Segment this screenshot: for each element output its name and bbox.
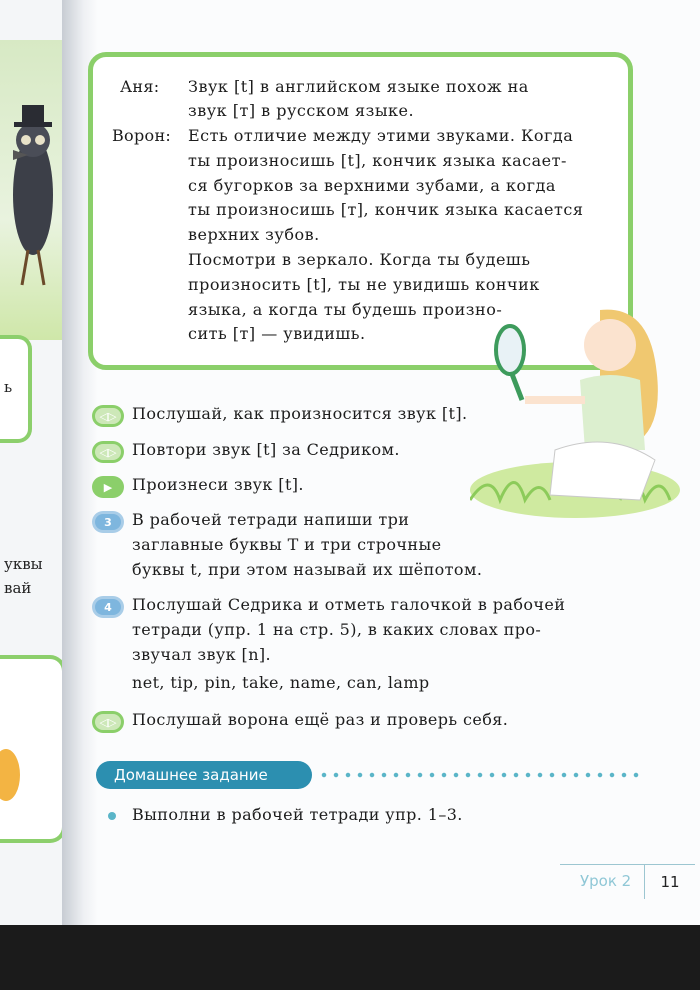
homework-item: Выполни в рабочей тетради упр. 1–3. (132, 805, 463, 824)
homework-heading: Домашнее задание (96, 761, 312, 789)
previous-page-text: ь (4, 378, 13, 396)
dialog-line: ся бугорков за верхними зубами, а когда (188, 176, 556, 195)
crow-illustration (8, 100, 58, 290)
audio-icon[interactable]: ◁▷ (92, 441, 124, 463)
word-list: net, tip, pin, take, name, can, lamp (132, 673, 430, 692)
lesson-label: Урок 2 (580, 872, 632, 890)
audio-icon[interactable]: ◁▷ (92, 711, 124, 733)
previous-page-text: вай (4, 579, 32, 597)
task-text: В рабочей тетради напиши три (132, 510, 410, 529)
task-text: звучал звук [n]. (132, 645, 272, 664)
dialog-line: звук [т] в русском языке. (188, 101, 415, 120)
dialog-line: ты произносишь [t], кончик языка касает- (188, 151, 567, 170)
dotted-divider (318, 772, 643, 778)
previous-page-illustration (0, 745, 22, 805)
task-text: Послушай Седрика и отметь галочкой в рабочей (132, 595, 566, 614)
speaker-label: Аня: (120, 77, 160, 96)
dialog-line: верхних зубов. (188, 225, 320, 244)
task-text: тетради (упр. 1 на стр. 5), в каких словах про- (132, 620, 542, 639)
play-icon[interactable]: ▶ (92, 476, 124, 498)
footer-rule (560, 864, 644, 865)
dialog-line: языка, а когда ты будешь произно- (188, 300, 503, 319)
task-text: Произнеси звук [t]. (132, 475, 304, 494)
task-text: Послушай, как произносится звук [t]. (132, 404, 468, 423)
task-number-badge: 3 (92, 511, 124, 533)
task-number-badge: 4 (92, 596, 124, 618)
girl-with-mirror-illustration (470, 300, 680, 530)
task-text: Повтори звук [t] за Седриком. (132, 440, 400, 459)
previous-page-text: уквы (4, 555, 43, 573)
dialog-line: произносить [t], ты не увидишь кончик (188, 275, 540, 294)
task-text: буквы t, при этом называй их шёпотом. (132, 560, 483, 579)
page-number: 11 (644, 864, 695, 899)
dialog-line: Посмотри в зеркало. Когда ты будешь (188, 250, 531, 269)
audio-icon[interactable]: ◁▷ (92, 405, 124, 427)
dialog-line: Есть отличие между этими звуками. Когда (188, 126, 574, 145)
speaker-label: Ворон: (112, 126, 172, 145)
bullet-icon (108, 812, 116, 820)
task-text: заглавные буквы T и три строчные (132, 535, 442, 554)
dialog-line: ты произносишь [т], кончик языка касается (188, 200, 584, 219)
task-text: Послушай ворона ещё раз и проверь себя. (132, 710, 509, 729)
dialog-line: Звук [t] в английском языке похож на (188, 77, 529, 96)
dialog-line: сить [т] — увидишь. (188, 324, 366, 343)
